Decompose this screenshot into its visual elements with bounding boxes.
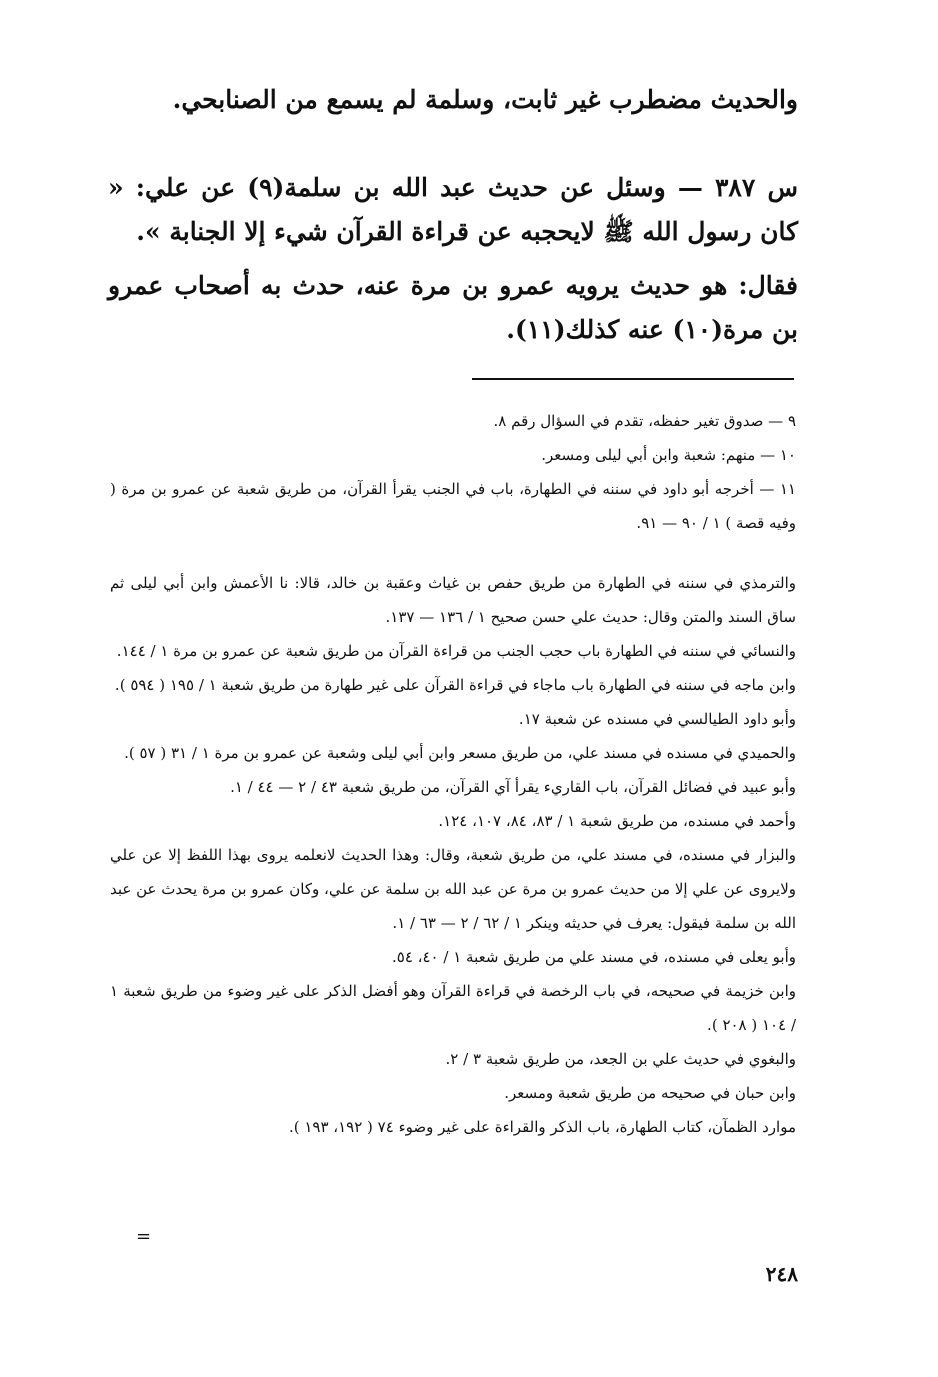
footnote-mawarid: موارد الظمآن، كتاب الطهارة، باب الذكر والقراءة على غير وضوء ٧٤ ( ١٩٢، ١٩٣ ). <box>288 1118 796 1136</box>
answer-paragraph: فقال: هو حديث يرويه عمرو بن مرة عنه، حدث به أصحاب عمرو بن مرة(١٠) عنه كذلك(١١). <box>108 271 798 344</box>
continuation-mark: = <box>136 1226 152 1247</box>
main-line1: والحديث مضطرب غير ثابت، وسلمة لم يسمع من الصنابحي. <box>172 85 798 114</box>
question-number: س ٣٨٧ — <box>677 173 798 202</box>
footnote-divider <box>472 378 794 380</box>
footnote-11: ١١ — أخرجه أبو داود في سننه في الطهارة، باب في الجنب يقرأ القرآن، من طريق شعبة عن عمرو بن مرة ( وفيه قصة ) ١ / ٩٠ — ٩١. <box>110 480 796 532</box>
footnote-tayalisi: وأبو داود الطيالسي في مسنده عن شعبة ١٧. <box>518 710 796 728</box>
footnote-10: ١٠ — منهم: شعبة وابن أبي ليلى ومسعر. <box>541 446 796 464</box>
footnote-bazzar: والبزار في مسنده، في مسند علي، من طريق شعبة، وقال: وهذا الحديث لانعلمه يروى بهذا اللفظ إلا عن علي ولايروى عن علي إلا من حديث عمرو بن مرة عن عبد الله بن سلمة عن علي، وكان عمرو بن مرة يحدث عن عبد الله بن سلمة فيقول: يعرف في حديثه وينكر ١ / ٦٢ / ٢ — ٦٣ / ١. <box>110 846 796 932</box>
footnote-9: ٩ — صدوق تغير حفظه، تقدم في السؤال رقم ٨. <box>493 412 796 430</box>
answer-block <box>108 264 798 352</box>
footnote-nasai: والنسائي في سننه في الطهارة باب حجب الجنب من قراءة القرآن من طريق شعبة عن عمرو بن مرة ١ / ١٤٤. <box>116 642 796 660</box>
footnote-ibnkhuzayma: وابن خزيمة في صحيحه، في باب الرخصة في قراءة القرآن وهو أفضل الذكر على غير وضوء من طريق شعبة ١ / ١٠٤ ( ٢٠٨ ). <box>110 982 796 1034</box>
footnote-tirmidhi: والترمذي في سننه في الطهارة من طريق حفص بن غياث وعقبة بن خالد، قالا: نا الأعمش وابن أبي ليلى ثم ساق السند والمتن وقال: حديث علي حسن صحيح ١ / ١٣٦ — ١٣٧. <box>110 574 796 626</box>
footnote-ahmad: وأحمد في مسنده، من طريق شعبة ١ / ٨٣، ٨٤، ١٠٧، ١٢٤. <box>438 812 796 830</box>
footnote-humaydi: والحميدي في مسنده في مسند علي، من طريق مسعر وابن أبي ليلى وشعبة عن عمرو بن مرة ١ / ٣١ ( ٥٧ ). <box>124 744 796 762</box>
main-text-line1 <box>108 78 798 122</box>
footnote-abuubayd: وأبو عبيد في فضائل القرآن، باب القاريء يقرأ آي القرآن، من طريق شعبة ٤٣ / ٢ — ٤٤ / ١. <box>230 778 796 796</box>
footnote-abuyala: وأبو يعلى في مسنده، في مسند علي من طريق شعبة ١ / ٤٠، ٥٤. <box>391 948 796 966</box>
footnotes-continued <box>110 566 796 1144</box>
page-number: ٢٤٨ <box>765 1262 798 1286</box>
footnote-ibnmajah: وابن ماجه في سننه في الطهارة باب ماجاء في قراءة القرآن على غير طهارة من طريق شعبة ١ / ١٩٥ ( ٥٩٤ ). <box>114 676 796 694</box>
footnotes-top <box>110 404 796 540</box>
question-text: وسئل عن حديث عبد الله بن سلمة(٩) عن علي: « كان رسول الله ﷺ لايحجبه عن قراءة القرآن شيء إلا الجنابة ». <box>108 173 798 246</box>
question-block <box>108 166 798 254</box>
footnote-baghawi: والبغوي في حديث علي بن الجعد، من طريق شعبة ٣ / ٢. <box>445 1050 796 1068</box>
footnote-ibnhibban: وابن حبان في صحيحه من طريق شعبة ومسعر. <box>504 1084 796 1102</box>
question-paragraph <box>108 166 798 254</box>
